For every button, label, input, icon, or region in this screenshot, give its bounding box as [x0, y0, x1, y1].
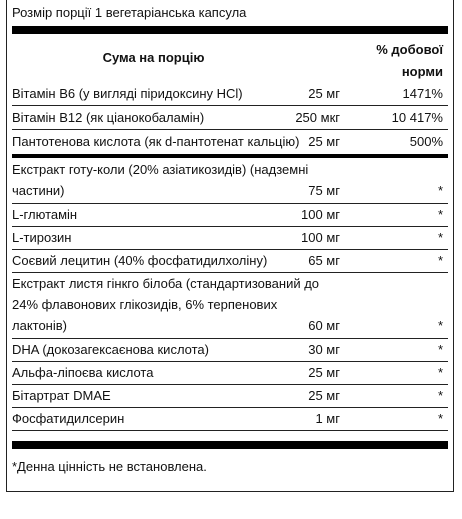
- nutrient-name: Вітамін B6 (у вигляді піридоксину HCl): [12, 86, 243, 101]
- vitamin-row: [12, 130, 448, 155]
- ingredient-amount: 1 мг: [315, 411, 340, 426]
- daily-value-header: [376, 39, 443, 83]
- amount-per-serving-header: Сума на порцію: [102, 50, 205, 65]
- ingredient-name-line: L-глютамін: [12, 207, 78, 222]
- ingredient-row: [12, 203, 448, 227]
- ingredient-row: [12, 361, 448, 385]
- serving-size: Розмір порції 1 вегетаріанська капсула: [12, 5, 247, 20]
- ingredient-name-line: частини): [12, 183, 65, 198]
- supplement-facts-panel: [6, 0, 454, 492]
- middle-divider: [12, 154, 448, 158]
- ingredient-name-line: 24% флавонових глікозидів, 6% терпенових: [12, 297, 278, 312]
- vitamin-row: [12, 82, 448, 106]
- ingredient-dv: *: [437, 342, 443, 357]
- top-divider: [12, 26, 448, 34]
- nutrient-name: Пантотенова кислота (як d-пантотенат кальцію): [12, 134, 300, 149]
- nutrient-amount: 25 мг: [308, 134, 340, 149]
- ingredient-amount: 60 мг: [308, 318, 340, 333]
- daily-value-header-line2: норми: [401, 64, 443, 79]
- ingredient-name-line: Альфа-ліпоєва кислота: [12, 365, 154, 380]
- ingredient-name-line: Соєвий лецитин (40% фосфатидилхоліну): [12, 253, 268, 268]
- ingredient-name-line: Фосфатидилсерин: [12, 411, 125, 426]
- daily-value-header-line1: % добової: [376, 42, 443, 57]
- ingredient-name-line: Бітартрат DMAE: [12, 388, 111, 403]
- ingredient-row: [12, 407, 448, 431]
- nutrient-dv: 500%: [409, 134, 443, 149]
- ingredient-name-line: L-тирозин: [12, 230, 72, 245]
- ingredient-name-line: Екстракт готу-коли (20% азіатикозидів) (надземні: [12, 162, 309, 177]
- nutrient-name: Вітамін B12 (як ціанокобаламін): [12, 110, 205, 125]
- ingredient-amount: 75 мг: [308, 183, 340, 198]
- ingredient-dv: *: [437, 365, 443, 380]
- ingredient-name-line: Екстракт листя гінкго білоба (стандартизований до: [12, 276, 320, 291]
- nutrient-amount: 250 мкг: [295, 110, 340, 125]
- ingredient-dv: *: [437, 253, 443, 268]
- ingredient-row: [12, 158, 448, 204]
- ingredient-amount: 100 мг: [301, 230, 340, 245]
- bottom-divider: [12, 441, 448, 449]
- ingredient-row: [12, 226, 448, 250]
- vitamin-row: [12, 106, 448, 130]
- ingredient-name-line: лактонів): [12, 318, 67, 333]
- ingredient-row: [12, 384, 448, 408]
- ingredient-row: [12, 272, 448, 339]
- ingredient-dv: *: [437, 207, 443, 222]
- nutrient-amount: 25 мг: [308, 86, 340, 101]
- nutrient-dv: 1471%: [402, 86, 443, 101]
- ingredient-row: [12, 338, 448, 362]
- footnote: *Денна цінність не встановлена.: [12, 459, 207, 474]
- ingredient-amount: 30 мг: [308, 342, 340, 357]
- ingredient-dv: *: [437, 388, 443, 403]
- ingredient-dv: *: [437, 183, 443, 198]
- ingredient-dv: *: [437, 318, 443, 333]
- ingredient-amount: 25 мг: [308, 365, 340, 380]
- ingredient-name-line: DHA (докозагексаєнова кислота): [12, 342, 209, 357]
- ingredient-dv: *: [437, 230, 443, 245]
- ingredient-row: [12, 249, 448, 273]
- nutrient-dv: 10 417%: [391, 110, 443, 125]
- ingredient-amount: 25 мг: [308, 388, 340, 403]
- ingredient-amount: 100 мг: [301, 207, 340, 222]
- ingredient-amount: 65 мг: [308, 253, 340, 268]
- ingredient-dv: *: [437, 411, 443, 426]
